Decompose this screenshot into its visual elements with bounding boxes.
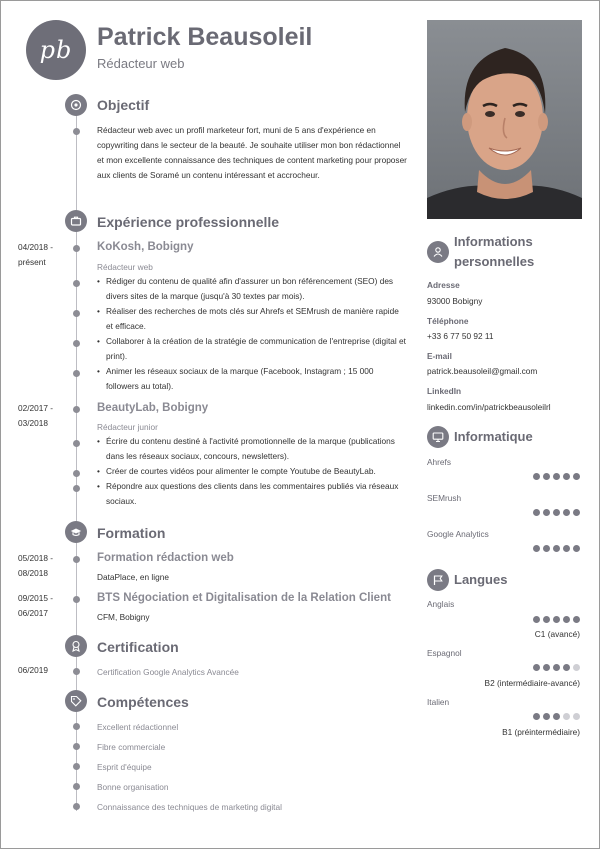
experience-bullets-1 <box>97 274 407 394</box>
list-item: • Animer les réseaux sociaux de la marque (Facebook, Instagram ; 15 000 followers au total). <box>97 364 407 394</box>
competence-item: Bonne organisation <box>97 782 169 792</box>
rating-dot-filled <box>543 713 550 720</box>
language-rating <box>533 713 580 720</box>
monitor-icon <box>427 426 449 448</box>
rating-dot-filled <box>533 713 540 720</box>
target-icon <box>65 94 87 116</box>
timeline-dot <box>73 803 80 810</box>
timeline-dot <box>73 596 80 603</box>
timeline-dot <box>73 310 80 317</box>
rating-dot-filled <box>553 664 560 671</box>
rating-dot-filled <box>553 509 560 516</box>
competence-item: Fibre commerciale <box>97 742 166 752</box>
tag-icon <box>65 690 87 712</box>
rating-dot-filled <box>553 616 560 623</box>
info-label-telephone: Téléphone <box>427 316 469 326</box>
rating-dot-filled <box>573 545 580 552</box>
section-title-informatique: Informatique <box>454 429 533 444</box>
rating-dot-filled <box>573 473 580 480</box>
list-item: • Collaborer à la création de la stratégie de communication de l'entreprise (digital et print). <box>97 334 407 364</box>
rating-dot-filled <box>533 664 540 671</box>
formation-date-2: 09/2015 - 06/2017 <box>18 593 54 618</box>
rating-dot-filled <box>573 509 580 516</box>
timeline-dot <box>73 470 80 477</box>
monogram-avatar: pb <box>26 20 86 80</box>
award-icon <box>65 635 87 657</box>
timeline-dot <box>73 340 80 347</box>
formation-org-1: DataPlace, en ligne <box>97 572 169 582</box>
timeline-dot <box>73 668 80 675</box>
certification-date-1: 06/2019 <box>18 665 48 675</box>
it-skill-rating <box>533 509 580 516</box>
rating-dot-filled <box>563 545 570 552</box>
language-rating <box>533 616 580 623</box>
language-name: Anglais <box>427 599 455 609</box>
it-skill-name: SEMrush <box>427 493 462 503</box>
rating-dot-filled <box>563 473 570 480</box>
timeline-dot <box>73 485 80 492</box>
list-item: • Créer de courtes vidéos pour alimenter le compte Youtube de BeautyLab. <box>97 464 407 479</box>
section-title-langues: Langues <box>454 572 508 587</box>
rating-dot-filled <box>553 713 560 720</box>
info-label-linkedin: LinkedIn <box>427 386 462 396</box>
it-skill-name: Google Analytics <box>427 529 489 539</box>
rating-dot-empty <box>573 713 580 720</box>
section-title-infos: Informations personnelles <box>454 234 535 269</box>
language-name: Italien <box>427 697 450 707</box>
language-rating <box>533 664 580 671</box>
rating-dot-filled <box>553 545 560 552</box>
rating-dot-empty <box>563 713 570 720</box>
experience-bullets-2 <box>97 434 407 509</box>
experience-company-2: BeautyLab, Bobigny <box>97 402 209 414</box>
candidate-job-title: Rédacteur web <box>97 56 185 71</box>
formation-title-1: Formation rédaction web <box>97 552 234 564</box>
rating-dot-filled <box>533 545 540 552</box>
flag-icon <box>427 569 449 591</box>
rating-dot-filled <box>563 664 570 671</box>
competence-item: Connaissance des techniques de marketing digital <box>97 802 282 812</box>
rating-dot-filled <box>543 509 550 516</box>
language-level: C1 (avancé) <box>534 629 580 639</box>
rating-dot-filled <box>573 616 580 623</box>
timeline-dot <box>73 783 80 790</box>
competence-item: Esprit d'équipe <box>97 762 152 772</box>
info-value-telephone: +33 6 77 50 92 11 <box>427 331 494 341</box>
experience-date-2: 02/2017 - 03/2018 <box>18 403 54 428</box>
certification-label-1: Certification Google Analytics Avancée <box>97 667 239 677</box>
formation-org-2: CFM, Bobigny <box>97 612 150 622</box>
section-title-certification: Certification <box>97 639 179 655</box>
rating-dot-filled <box>563 509 570 516</box>
info-label-adresse: Adresse <box>427 280 460 290</box>
timeline-dot <box>73 556 80 563</box>
rating-dot-filled <box>563 616 570 623</box>
timeline-dot <box>73 763 80 770</box>
timeline-dot <box>73 406 80 413</box>
language-name: Espagnol <box>427 648 462 658</box>
rating-dot-filled <box>553 473 560 480</box>
timeline-dot <box>73 370 80 377</box>
list-item: • Répondre aux questions des clients dans les commentaires publiés via réseaux sociaux. <box>97 479 407 509</box>
rating-dot-filled <box>533 473 540 480</box>
rating-dot-empty <box>573 664 580 671</box>
list-item: • Réaliser des recherches de mots clés sur Ahrefs et SEMrush de manière rapide et efficace. <box>97 304 407 334</box>
timeline-dot <box>73 723 80 730</box>
section-title-formation: Formation <box>97 525 166 541</box>
section-title-objectif: Objectif <box>97 97 150 113</box>
timeline-dot <box>73 128 80 135</box>
formation-date-1: 05/2018 - 08/2018 <box>18 553 54 578</box>
graduation-cap-icon <box>65 521 87 543</box>
rating-dot-filled <box>543 664 550 671</box>
experience-role-1: Rédacteur web <box>97 262 153 272</box>
section-title-experience: Expérience professionnelle <box>97 214 280 230</box>
rating-dot-filled <box>543 473 550 480</box>
info-label-email: E-mail <box>427 351 452 361</box>
rating-dot-filled <box>533 509 540 516</box>
user-icon <box>427 241 449 263</box>
candidate-name: Patrick Beausoleil <box>97 23 313 51</box>
list-item: • Rédiger du contenu de qualité afin d'assurer un bon référencement (SEO) des divers sites de la marque (jusqu'à 30 textes par mois). <box>97 274 407 304</box>
formation-title-2: BTS Négociation et Digitalisation de la Relation Client <box>97 592 391 604</box>
experience-role-2: Rédacteur junior <box>97 422 158 432</box>
section-title-competences: Compétences <box>97 694 189 710</box>
it-skill-name: Ahrefs <box>427 457 451 467</box>
info-value-email: patrick.beausoleil@gmail.com <box>427 366 538 376</box>
portrait-image <box>427 20 582 219</box>
briefcase-icon <box>65 210 87 232</box>
timeline-dot <box>73 245 80 252</box>
rating-dot-filled <box>533 616 540 623</box>
timeline-dot <box>73 743 80 750</box>
list-item: • Écrire du contenu destiné à l'activité promotionnelle de la marque (publications dans les réseaux sociaux, concours, newsletters). <box>97 434 407 464</box>
experience-company-1: KoKosh, Bobigny <box>97 241 194 253</box>
competence-item: Excellent rédactionnel <box>97 722 179 732</box>
profile-photo <box>427 20 582 219</box>
timeline-dot <box>73 440 80 447</box>
experience-date-1: 04/2018 - présent <box>18 242 54 267</box>
timeline-dot <box>73 280 80 287</box>
language-level: B2 (intermédiaire-avancé) <box>484 678 580 688</box>
rating-dot-filled <box>543 616 550 623</box>
it-skill-rating <box>533 473 580 480</box>
objectif-text: Rédacteur web avec un profil marketeur fort, muni de 5 ans d'expérience en copywriting dans le secteur de la beauté. Je souhaite utiliser mon bon rédactionnel et mon excellente connaissance des techniques de content marketing pour proposer aux clients de Soramé un contenu intéressant et accrocheur. <box>97 125 407 180</box>
info-value-linkedin: linkedin.com/in/patrickbeausoleilrl <box>427 402 551 412</box>
rating-dot-filled <box>543 545 550 552</box>
language-level: B1 (préintermédiaire) <box>502 727 580 737</box>
it-skill-rating <box>533 545 580 552</box>
info-value-adresse: 93000 Bobigny <box>427 296 483 306</box>
